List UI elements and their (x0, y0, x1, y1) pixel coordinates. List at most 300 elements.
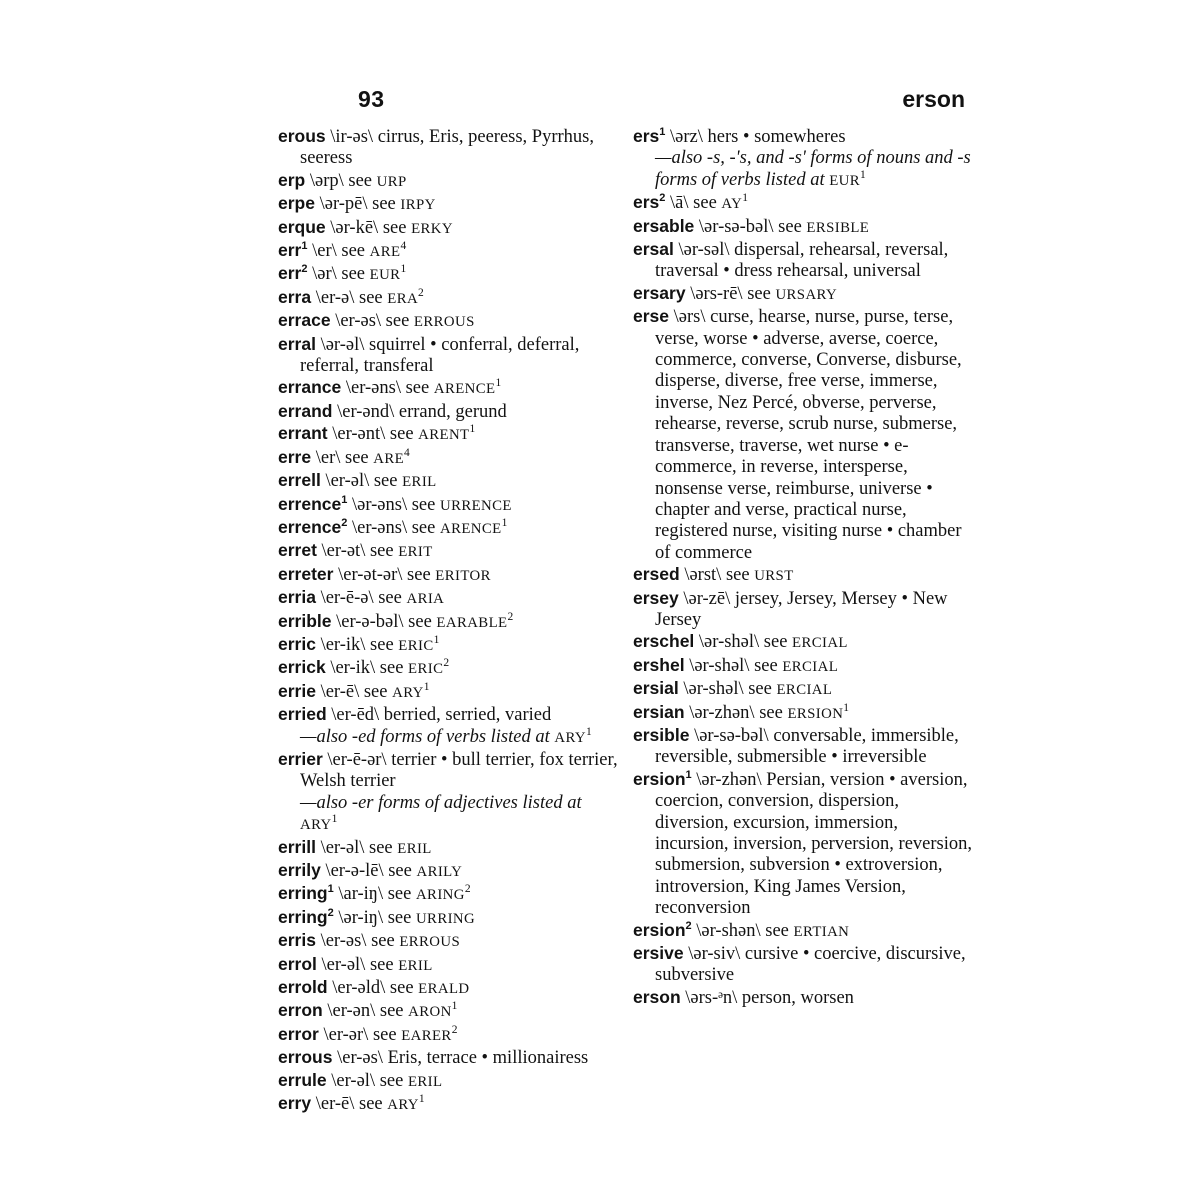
pronunciation: \ər-zē\ (678, 588, 735, 609)
pronunciation: \ərs\ (669, 307, 711, 328)
definition-text: see (341, 264, 370, 285)
entry-main-line (633, 943, 973, 987)
cross-reference-superscript: 1 (331, 813, 338, 826)
definition-text: see (778, 216, 807, 237)
entry-main-line (278, 680, 618, 704)
entry-main-line (278, 1092, 618, 1116)
cross-reference: ERIL (402, 474, 437, 491)
headword: errill (278, 836, 316, 857)
pronunciation: \ərs-ᵊn\ (680, 987, 742, 1008)
headword: errence (278, 516, 342, 537)
pronunciation: \er-əs\ (330, 311, 386, 332)
headword: err (278, 240, 302, 261)
pronunciation: \er\ (311, 447, 345, 468)
headword: ers (633, 126, 660, 146)
entry-main-line (633, 678, 973, 701)
headword: erpe (278, 193, 315, 214)
entry-ersed (633, 564, 973, 587)
definition-text: curse, hearse, nurse, purse, terse, verse, worse • adverse, averse, coerce, commerce, converse, Converse, disburse, disperse, diverse, free verse, immerse, inverse, Nez Percé, obverse, perverse, rehearse, reverse, scrub nurse, submerse, transverse, traverse, wet nurse • e-commerce, in reverse, intersperse, nonsense verse, reimburse, universe • chapter and verse, practical nurse, registered nurse, visiting nurse • chamber of commerce (655, 307, 962, 563)
pronunciation: \er-əns\ (347, 517, 412, 538)
definition-text: see (754, 655, 783, 676)
headword: errick (278, 657, 326, 678)
cross-reference-superscript: 1 (495, 377, 502, 390)
cross-reference: ARIA (406, 591, 445, 608)
cross-reference-superscript: 4 (404, 446, 410, 459)
entry-erric (278, 634, 618, 657)
entry-erring1 (278, 883, 618, 906)
headword: ersial (633, 678, 679, 699)
cross-reference: ERIC (398, 637, 434, 654)
cross-reference-superscript: 4 (400, 239, 407, 252)
entry-errol (278, 954, 618, 977)
cross-reference: ERIC (408, 661, 444, 678)
headword: error (278, 1023, 319, 1044)
usage-note (300, 793, 618, 837)
usage-note (655, 148, 973, 192)
entry-erra (278, 287, 618, 310)
definition-text: terrier • bull terrier, fox terrier, Welsh terrier (300, 749, 618, 792)
headword: ersion (633, 919, 686, 940)
headword: erried (278, 704, 327, 725)
headword: erschel (633, 631, 695, 652)
entry-main-line (278, 587, 618, 610)
left-column (278, 126, 618, 1116)
entry-errill (278, 837, 618, 860)
cross-reference: ARY (392, 684, 424, 701)
pronunciation: \er-ik\ (325, 658, 380, 679)
definition-text: see (382, 217, 412, 238)
entry-main-line (278, 446, 618, 470)
entry-main-line (278, 953, 618, 977)
headword: errance (278, 377, 342, 398)
pronunciation: \ər-sə-bəl\ (689, 725, 774, 746)
entry-main-line (633, 192, 973, 215)
pronunciation: \er-ə-bəl\ (331, 611, 409, 632)
pronunciation: \ərp\ (305, 170, 349, 191)
entry-main-line (278, 836, 618, 860)
pronunciation: \ər-zhən\ (684, 702, 760, 723)
entry-ersial (633, 678, 973, 701)
definition-text: see (371, 931, 400, 952)
cross-reference-superscript: 1 (400, 263, 407, 276)
definition-text: see (747, 283, 776, 304)
entry-errence1 (278, 494, 618, 517)
definition-text: errand, gerund (398, 401, 507, 422)
definition-text: see (748, 679, 777, 700)
pronunciation: \er-ik\ (315, 634, 371, 655)
entry-erschel (633, 631, 973, 654)
pronunciation: \ā\ (665, 193, 694, 214)
pronunciation: \er-ən\ (322, 1001, 380, 1022)
cross-reference: URP (376, 173, 407, 190)
headword: errie (278, 680, 316, 701)
headword: errible (278, 610, 332, 631)
entry-main-line (278, 263, 618, 286)
pronunciation: \ər-shən\ (691, 920, 766, 941)
entry-errence2 (278, 517, 618, 540)
headword: errell (278, 470, 321, 491)
definition-text: see (369, 541, 399, 562)
pronunciation: \er-ənt\ (327, 424, 390, 445)
definition-text: see (765, 920, 794, 941)
entry-main-line (278, 216, 618, 240)
headword: errule (278, 1069, 327, 1090)
entry-main-line (633, 631, 973, 654)
entry-errold (278, 977, 618, 1000)
definition-text: cursive • coercive, discursive, subversive (655, 944, 966, 986)
pronunciation: \ər-iŋ\ (333, 907, 388, 928)
cross-reference: ERROUS (399, 934, 461, 951)
entry-main-line (633, 768, 973, 920)
definition-text: see (379, 658, 409, 679)
entry-main-line (278, 286, 618, 310)
definition-text: see (763, 632, 793, 653)
headword: erris (278, 930, 316, 951)
entry-ersable (633, 216, 973, 239)
cross-reference: ERITOR (435, 567, 491, 584)
right-column (633, 126, 973, 1009)
entry-main-line (278, 169, 618, 193)
entry-main-line (633, 587, 973, 632)
headword: err (278, 263, 302, 284)
headword: errand (278, 400, 333, 421)
pronunciation: \ir-əs\ (325, 127, 378, 147)
entry-ersey (633, 588, 973, 632)
definition-text: cirrus, Eris, peeress, Pyrrhus, seeress (300, 127, 594, 169)
cross-reference: ARE (369, 244, 401, 261)
cross-reference: ERCIAL (782, 658, 839, 675)
entry-errand (278, 401, 618, 423)
cross-reference: URRING (415, 910, 476, 927)
pronunciation: \ər\ (307, 264, 342, 285)
cross-reference: EUR (829, 172, 861, 189)
entry-ers2 (633, 192, 973, 215)
cross-reference-superscript: 2 (451, 1023, 458, 1036)
definition-text: see (345, 447, 374, 468)
entry-erry (278, 1093, 618, 1116)
headword: errol (278, 953, 317, 974)
entry-main-line (278, 704, 618, 726)
cross-reference-superscript: 2 (443, 657, 450, 670)
entry-errie (278, 681, 618, 704)
cross-reference: URRENCE (439, 497, 512, 514)
headword: ersible (633, 724, 690, 745)
entry-erp (278, 170, 618, 193)
entry-errant (278, 423, 618, 446)
pronunciation: \ər-zhən\ (691, 769, 767, 790)
entry-erpe (278, 193, 618, 216)
definition-text: jersey, Jersey, Mersey • New Jersey (655, 588, 948, 630)
pronunciation: \er-ē\ (311, 1094, 359, 1115)
pronunciation: \er-əl\ (316, 954, 370, 975)
cross-reference: ARING (415, 887, 465, 904)
entry-main-line (278, 377, 618, 400)
pronunciation: \ər-əns\ (347, 494, 412, 515)
entry-main-line (278, 657, 618, 680)
entry-erous (278, 126, 618, 170)
cross-reference: ARILY (416, 864, 463, 880)
cross-reference: ARON (408, 1004, 452, 1021)
definition-text: see (387, 907, 416, 928)
entry-errace (278, 310, 618, 333)
entry-main-line (278, 193, 618, 216)
pronunciation: \er-əs\ (315, 931, 372, 952)
entry-main-line (278, 748, 618, 793)
pronunciation: \ər-kē\ (325, 217, 383, 238)
definition-text: conversable, immersible, reversible, submersible • irreversible (655, 725, 959, 768)
cross-reference-superscript: 1 (742, 192, 748, 205)
cross-reference: EARABLE (436, 614, 508, 631)
headword: erret (278, 540, 317, 561)
headword: ersian (633, 701, 685, 722)
entry-main-line (633, 215, 973, 239)
cross-reference: ERCIAL (792, 635, 848, 652)
cross-reference-superscript: 2 (464, 883, 471, 896)
entry-ersive (633, 943, 973, 987)
entry-errell (278, 470, 618, 493)
definition-text: see (407, 564, 436, 585)
headword: errous (278, 1047, 333, 1068)
entry-erral (278, 334, 618, 378)
entry-main-line (278, 470, 618, 493)
entry-errier (278, 749, 618, 837)
entry-main-line (278, 1023, 618, 1047)
guide-word: erson (902, 86, 965, 112)
definition-text: squirrel • conferral, deferral, referral, transferal (300, 334, 580, 377)
definition-text: hers • somewheres (707, 127, 846, 147)
entry-ers1 (633, 126, 973, 192)
cross-reference: ERIL (407, 1073, 443, 1090)
definition-text: see (759, 702, 788, 723)
definition-text: see (370, 634, 399, 655)
usage-note-text: —also -s, -'s, and -s' forms of nouns and -s forms of verbs listed at (655, 148, 971, 190)
headword: ersed (633, 564, 680, 585)
pronunciation: \ər-pē\ (314, 194, 373, 215)
entry-ersary (633, 283, 973, 306)
pronunciation: \ərs-rē\ (685, 283, 748, 304)
entry-erret (278, 540, 618, 563)
entry-main-line (278, 883, 618, 906)
entry-errily (278, 860, 618, 883)
entry-erried (278, 704, 618, 749)
pronunciation: \ər-shəl\ (694, 632, 764, 653)
entry-main-line (633, 986, 973, 1009)
cross-reference: ARY (554, 729, 586, 746)
headword: erous (278, 126, 326, 146)
headword: erron (278, 1000, 323, 1021)
pronunciation: \er-ē-ə\ (315, 588, 379, 609)
headword: erring (278, 906, 328, 927)
entry-erris (278, 930, 618, 953)
definition-text: Persian, version • aversion, coercion, conversion, dispersion, diversion, excursion, immersion, incursion, inversion, perversion, reversion, submersion, subversion • extroversion, introversion, King James Version, reconversion (655, 769, 972, 919)
entry-main-line (278, 977, 618, 1000)
definition-text: see (369, 954, 399, 975)
cross-reference: ERIT (398, 544, 433, 561)
headword: errant (278, 423, 328, 444)
pronunciation: \ər-shəl\ (678, 679, 749, 700)
entry-main-line (278, 400, 618, 423)
cross-reference-superscript: 1 (418, 1092, 425, 1105)
entry-main-line (278, 239, 618, 263)
definition-text: berried, serried, varied (383, 705, 552, 726)
cross-reference: ARENCE (433, 381, 496, 398)
headword: ersable (633, 215, 695, 236)
entry-error (278, 1024, 618, 1047)
cross-reference-superscript: 1 (860, 168, 866, 181)
pronunciation: \er\ (307, 241, 342, 262)
definition-text: see (387, 884, 416, 905)
pronunciation: \ər-sə-bəl\ (694, 216, 779, 237)
headword-superscript: 2 (685, 919, 692, 932)
pronunciation: \er-əl\ (315, 837, 369, 858)
headword: erra (278, 286, 312, 307)
pronunciation: \ar-iŋ\ (333, 884, 388, 905)
headword: errily (278, 860, 321, 880)
headword: erson (633, 986, 681, 1007)
cross-reference: ERCIAL (776, 682, 833, 699)
cross-reference: ERTIAN (793, 923, 850, 940)
entry-erre (278, 447, 618, 470)
cross-reference: ARY (387, 1097, 419, 1114)
pronunciation: \er-ə\ (311, 287, 359, 308)
pronunciation: \er-ət-ər\ (333, 564, 408, 585)
entry-main-line (278, 516, 618, 540)
pronunciation: \ərz\ (665, 127, 708, 147)
cross-reference: AY (721, 196, 743, 213)
cross-reference-superscript: 1 (423, 680, 430, 693)
pronunciation: \er-ē\ (315, 681, 364, 702)
entry-main-line (278, 333, 618, 378)
entry-main-line (278, 1047, 618, 1069)
headword: erral (278, 333, 316, 354)
definition-text: see (348, 170, 377, 191)
headword: ersary (633, 282, 686, 303)
headword-superscript: 1 (341, 493, 348, 506)
cross-reference: ERALD (418, 981, 470, 998)
entry-main-line (633, 701, 973, 725)
entry-main-line (278, 906, 618, 930)
pronunciation: \ər-səl\ (673, 240, 735, 261)
entry-main-line (633, 239, 973, 283)
cross-reference: ERIL (397, 840, 432, 857)
pronunciation: \er-əl\ (320, 471, 374, 492)
cross-reference: ERSION (787, 705, 844, 722)
definition-text: see (379, 1070, 408, 1091)
headword: erp (278, 169, 306, 190)
headword: errold (278, 977, 328, 998)
cross-reference: ERIL (398, 957, 433, 974)
pronunciation: \er-ēd\ (326, 705, 384, 726)
pronunciation: \ərst\ (679, 565, 726, 586)
definition-text: see (389, 424, 419, 445)
headword: errence (278, 493, 342, 514)
headword-superscript: 1 (685, 768, 692, 781)
entry-errance (278, 377, 618, 400)
entry-ersible (633, 725, 973, 769)
headword: erry (278, 1093, 312, 1114)
entry-erring2 (278, 907, 618, 930)
entry-ersion1 (633, 769, 973, 920)
definition-text: see (388, 861, 417, 881)
entry-main-line (633, 654, 973, 678)
entry-main-line (278, 310, 618, 333)
headword-superscript: 1 (659, 125, 666, 138)
entry-main-line (633, 724, 973, 769)
entry-errick (278, 657, 618, 680)
cross-reference: URST (754, 568, 794, 585)
headword: ershel (633, 654, 685, 675)
entry-erson (633, 987, 973, 1009)
headword: ers (633, 192, 660, 213)
pronunciation: \ər-əl\ (315, 334, 369, 355)
pronunciation: \er-ət\ (316, 541, 370, 562)
cross-reference: ERROUS (413, 314, 475, 331)
entry-main-line (278, 633, 618, 657)
headword: errace (278, 310, 331, 331)
definition-text: see (373, 471, 403, 492)
entry-main-line (633, 306, 973, 564)
entry-main-line (278, 930, 618, 953)
entry-main-line (278, 1069, 618, 1093)
definition-text: person, worsen (741, 987, 854, 1008)
pronunciation: \er-əld\ (327, 978, 390, 999)
headword-superscript: 2 (327, 906, 334, 919)
cross-reference: IRPY (400, 197, 436, 214)
entry-err1 (278, 240, 618, 263)
cross-reference: EUR (369, 267, 401, 284)
headword-superscript: 1 (301, 239, 308, 252)
definition-text: see (411, 517, 440, 538)
entry-ersian (633, 702, 973, 725)
definition-text: see (405, 378, 434, 399)
entry-main-line (278, 540, 618, 563)
headword: erreter (278, 563, 334, 584)
cross-reference: ERKY (411, 220, 453, 237)
pronunciation: \ər-shəl\ (684, 655, 755, 676)
entry-main-line (633, 125, 973, 148)
entry-main-line (278, 860, 618, 883)
entry-erse (633, 306, 973, 564)
cross-reference-superscript: 1 (469, 423, 476, 436)
pronunciation: \er-ər\ (318, 1024, 373, 1045)
usage-note (300, 727, 618, 749)
entry-erque (278, 217, 618, 240)
usage-note-text: —also -er forms of adjectives listed at (300, 792, 582, 813)
headword: erric (278, 633, 316, 654)
entry-main-line (278, 423, 618, 446)
pronunciation: \ər-siv\ (683, 944, 745, 965)
entry-main-line (278, 1000, 618, 1023)
entry-main-line (633, 564, 973, 587)
headword-superscript: 2 (659, 192, 666, 205)
entry-err2 (278, 263, 618, 286)
entry-main-line (633, 282, 973, 306)
pronunciation: \er-əs\ (332, 1048, 388, 1069)
entry-erreter (278, 564, 618, 587)
headword: erring (278, 883, 328, 904)
cross-reference: ERA (387, 290, 419, 307)
entry-erria (278, 587, 618, 610)
definition-text: see (363, 681, 393, 702)
headword-superscript: 1 (327, 883, 334, 896)
entry-ershel (633, 655, 973, 678)
entry-errible (278, 611, 618, 634)
pronunciation: \er-əns\ (341, 378, 406, 399)
definition-text: see (378, 588, 407, 609)
headword: ersey (633, 587, 679, 608)
cross-reference-superscript: 1 (501, 516, 508, 529)
definition-text: see (411, 494, 440, 515)
